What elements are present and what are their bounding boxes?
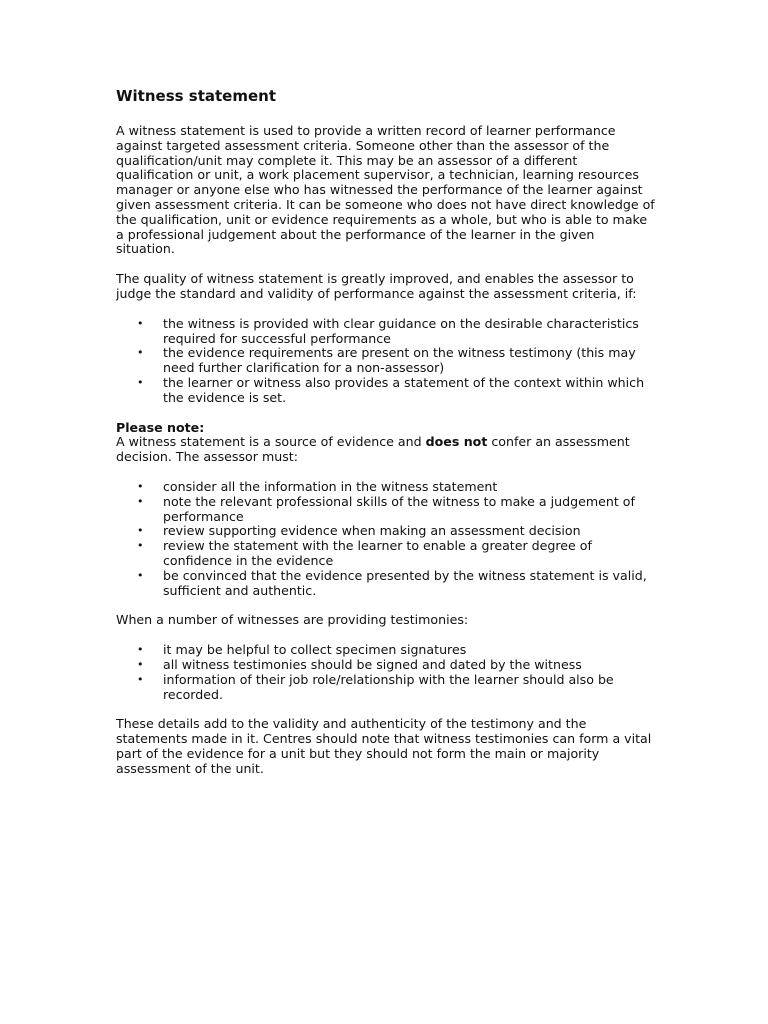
multiple-witness-list <box>116 643 656 702</box>
list-item: • the learner or witness also provides a statement of the context within which the evidence is set. <box>137 374 645 405</box>
note-emphasis: does not <box>425 434 488 450</box>
bullet-icon: • <box>137 568 144 582</box>
list-item: • note the relevant professional skills of the witness to make a judgement of performance <box>137 493 635 524</box>
list-item: • the witness is provided with clear guidance on the desirable characteristics required for successful performance <box>137 315 639 346</box>
multiple-witness-paragraph: When a number of witnesses are providing testimonies: <box>116 612 469 628</box>
page-title: Witness statement <box>116 87 277 105</box>
note-heading: Please note: <box>116 419 205 435</box>
quality-list <box>116 317 656 406</box>
list-item: • it may be helpful to collect specimen signatures <box>137 642 467 658</box>
list-item: • the evidence requirements are present on the witness testimony (this may need further clarification for a non-assessor) <box>137 345 636 376</box>
bullet-icon: • <box>137 672 144 686</box>
quality-paragraph: The quality of witness statement is greatly improved, and enables the assessor to judge the standard and validity of performance against the assessment criteria, if: <box>116 271 637 301</box>
closing-paragraph: These details add to the validity and authenticity of the testimony and the statements made in it. Centres should note that witness testimonies can form a vital part of the evidence for a unit but they should not form the main or majority assessment of the unit. <box>116 716 652 776</box>
document-page <box>116 86 656 791</box>
please-note-section <box>116 421 656 465</box>
list-item: • review the statement with the learner to enable a greater degree of confidence in the evidence <box>137 538 592 568</box>
list-item: • be convinced that the evidence presented by the witness statement is valid, sufficient and authentic. <box>137 567 647 598</box>
bullet-icon: • <box>137 539 144 553</box>
list-item: • review supporting evidence when making an assessment decision <box>137 523 581 539</box>
bullet-icon: • <box>137 479 144 493</box>
intro-paragraph: A witness statement is used to provide a written record of learner performance against targeted assessment criteria. Someone other than the assessor of the qualification/unit may complete it. This may be an assessor of a different qualification or unit, a work placement supervisor, a technician, learning resources manager or anyone else who has witnessed the performance of the learner against given assessment criteria. It can be someone who does not have direct knowledge of the qualification, unit or evidence requirements as a whole, but who is able to make a professional judgement about the performance of the learner in the given situation. <box>116 123 655 257</box>
bullet-icon: • <box>137 524 144 538</box>
list-item: • consider all the information in the witness statement <box>137 478 498 494</box>
bullet-icon: • <box>137 643 144 657</box>
bullet-icon: • <box>137 657 144 671</box>
note-text: A witness statement is a source of evidence and does not confer an assessment decision. The assessor must: <box>116 434 630 465</box>
assessor-list <box>116 480 656 598</box>
list-item: • information of their job role/relationship with the learner should also be recorded. <box>137 671 614 702</box>
list-item: • all witness testimonies should be signed and dated by the witness <box>137 656 582 672</box>
bullet-icon: • <box>137 494 144 508</box>
bullet-icon: • <box>137 316 144 330</box>
bullet-icon: • <box>137 346 144 360</box>
bullet-icon: • <box>137 375 144 389</box>
